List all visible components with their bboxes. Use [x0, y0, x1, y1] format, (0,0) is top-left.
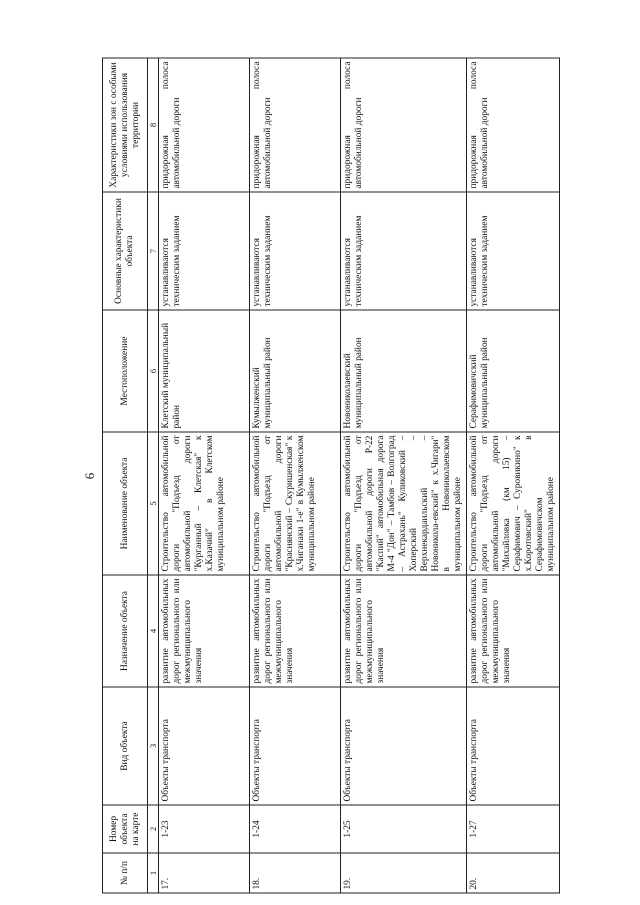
column-header: Назначение объекта: [103, 575, 148, 687]
column-header: Характеристики зон с особыми условиями использования территории: [103, 58, 148, 192]
object-type: Объекты транспорта: [159, 687, 250, 805]
row-number: 20.: [467, 853, 560, 893]
table-row: [467, 58, 560, 893]
column-header: Вид объекта: [103, 687, 148, 805]
object-name: Строительство автомобильной дороги "Подъезд от автомобильной дороги "Курганный – Клетская" к х.Казачий" в Клетском муниципальном районе: [159, 432, 250, 575]
zone-features: придорожная полоса автомобильной дороги: [250, 58, 341, 192]
map-number: 1-25: [341, 805, 467, 853]
object-features: устанавливаются техническим заданием: [341, 192, 467, 310]
column-number-row: [148, 58, 159, 893]
zone-features: придорожная полоса автомобильной дороги: [159, 58, 250, 192]
table-row: [250, 58, 341, 893]
object-features: устанавливаются техническим заданием: [159, 192, 250, 310]
column-header: Основные характеристики объекта: [103, 192, 148, 310]
object-location: Серафимовичский муниципальный район: [467, 310, 560, 432]
row-number: 18.: [250, 853, 341, 893]
column-header: Наименование объекта: [103, 432, 148, 575]
object-features: устанавливаются техническим заданием: [467, 192, 560, 310]
column-number: 6: [148, 310, 159, 432]
column-number: 5: [148, 432, 159, 575]
column-number: 3: [148, 687, 159, 805]
map-number: 1-23: [159, 805, 250, 853]
object-type: Объекты транспорта: [341, 687, 467, 805]
column-number: 1: [148, 853, 159, 893]
object-purpose: развитие автомобильных дорог регионального или межмуниципального значения: [341, 575, 467, 687]
object-location: Новониколаевский муниципальный район: [341, 310, 467, 432]
objects-table: [102, 58, 560, 894]
object-location: Кумылженский муниципальный район: [250, 310, 341, 432]
table-header-row: [103, 58, 148, 893]
column-number: 2: [148, 805, 159, 853]
object-location: Клетский муниципальный район: [159, 310, 250, 432]
map-number: 1-24: [250, 805, 341, 853]
zone-features: придорожная полоса автомобильной дороги: [341, 58, 467, 192]
object-purpose: развитие автомобильных дорог регионального или межмуниципального значения: [159, 575, 250, 687]
map-number: 1-27: [467, 805, 560, 853]
row-number: 17.: [159, 853, 250, 893]
object-name: Строительство автомобильной дороги "Подъезд от автомобильной дороги "Краснянский – Скуришенская" к х.Чиганаки 1-е" в Кумылженском муниципальном районе: [250, 432, 341, 575]
object-name: Строительство автомобильной дороги "Подъезд от автомобильной дороги "Михайловка (км 15) – Серафимович – Суровикино" к х.Коротовский" в Серафимовичском муниципальном районе: [467, 432, 560, 575]
table-row: [341, 58, 467, 893]
document-page: [80, 59, 560, 894]
table-row: [159, 58, 250, 893]
column-header: Номер объекта на карте: [103, 805, 148, 853]
row-number: 19.: [341, 853, 467, 893]
object-purpose: развитие автомобильных дорог регионального или межмуниципального значения: [250, 575, 341, 687]
object-name: Строительство автомобильной дороги "Подъезд от автомобильной дороги Р-22 "Каспий" автомобильная дорога М-4 "Дон" – Тамбов – Волгоград – Астрахань" Куликовский – Хоперский – Верхнекардаильский – Новоникола-евский" к х.Чигари" в Новониколаевском муниципальном районе: [341, 432, 467, 575]
column-number: 8: [148, 58, 159, 192]
object-type: Объекты транспорта: [250, 687, 341, 805]
column-number: 4: [148, 575, 159, 687]
object-purpose: развитие автомобильных дорог регионального или межмуниципального значения: [467, 575, 560, 687]
column-header: № п/п: [103, 853, 148, 893]
zone-features: придорожная полоса автомобильной дороги: [467, 58, 560, 192]
column-header: Местоположение: [103, 310, 148, 432]
object-type: Объекты транспорта: [467, 687, 560, 805]
page-number: 6: [82, 472, 97, 480]
object-features: устанавливаются техническим заданием: [250, 192, 341, 310]
column-number: 7: [148, 192, 159, 310]
